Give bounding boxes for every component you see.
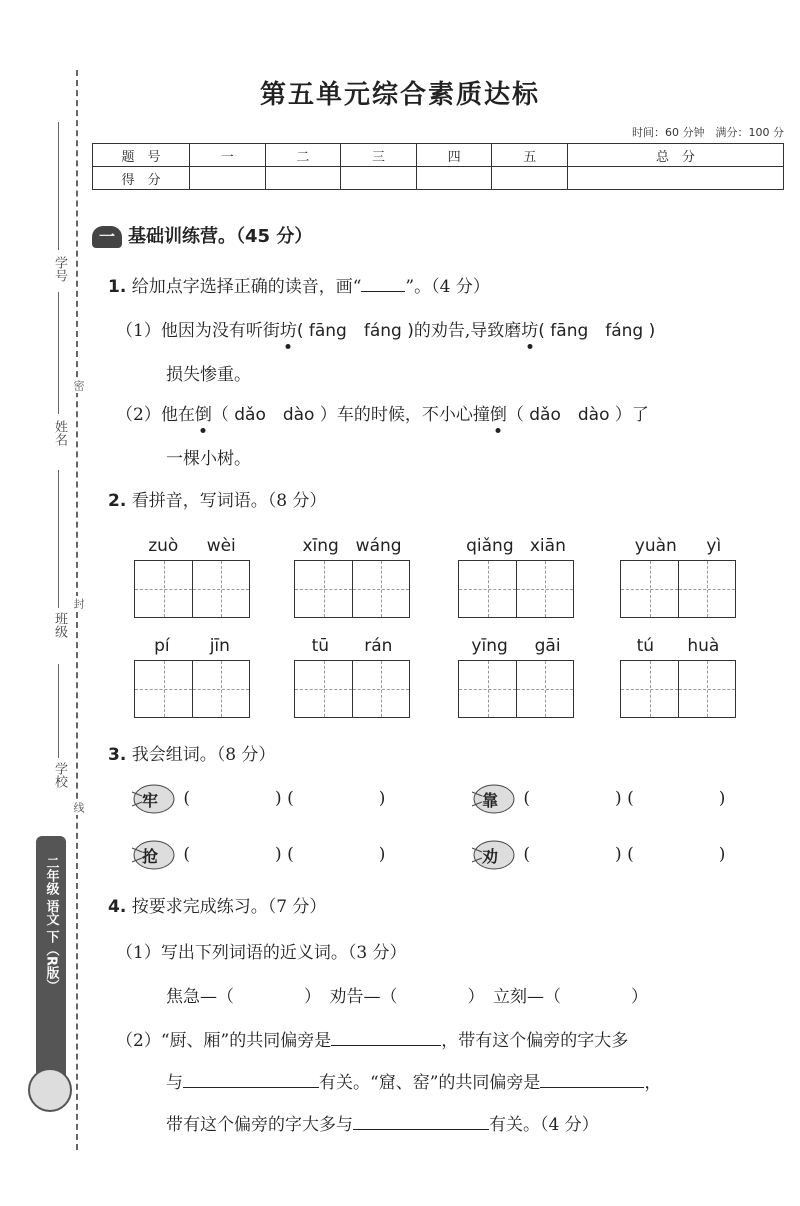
dotted-char: 倒	[489, 405, 507, 425]
pinyin-syllable: wèi	[206, 536, 236, 556]
question-text: 按要求完成练习。（7 分）	[131, 897, 327, 917]
class-line[interactable]	[58, 470, 59, 608]
question-4-sub-2	[116, 1026, 628, 1051]
leaf-icon	[128, 838, 178, 872]
question-text: 我会组词。（8 分）	[131, 745, 276, 765]
sentence-text: ，带有这个偏旁的字大多	[441, 1031, 629, 1051]
sentence-text: 车的时候，不小心撞	[336, 405, 490, 425]
pinyin-syllable: tú	[636, 636, 655, 656]
sentence-text: （2）“厨、厢”的共同偏旁是	[116, 1031, 332, 1051]
question-text-end: ”。（4 分）	[405, 277, 490, 297]
score-cell: 题 号	[93, 144, 190, 167]
writing-grid[interactable]	[294, 560, 410, 618]
sentence-text: 了	[631, 405, 649, 425]
pinyin-syllable: rán	[364, 636, 393, 656]
synonym-prompt: ） 劝告—（	[304, 987, 398, 1007]
student-id-line[interactable]	[58, 122, 59, 250]
pinyin-label	[620, 636, 736, 656]
answer-blank[interactable]	[331, 1045, 441, 1046]
sentence-text: 的劝告,导致磨	[413, 321, 522, 341]
question-1-sub-2	[116, 400, 649, 425]
pinyin-choice[interactable]: （ dǎo dào ）	[506, 405, 632, 425]
page-title: 第五单元综合素质达标	[259, 80, 540, 110]
pinyin-syllable: yì	[706, 536, 722, 556]
sub-number: （1）	[116, 321, 161, 341]
writing-grid[interactable]	[620, 560, 736, 618]
pinyin-label	[134, 636, 250, 656]
question-number: 3.	[108, 745, 127, 765]
writing-grid[interactable]	[458, 660, 574, 718]
sentence-text: 带有这个偏旁的字大多与	[166, 1115, 353, 1135]
dotted-char: 倒	[194, 405, 212, 425]
name-line[interactable]	[58, 292, 59, 414]
section-title: 基础训练营。（45 分）	[128, 226, 313, 247]
question-2	[108, 486, 326, 511]
answer-paren[interactable]: ( )	[627, 844, 726, 865]
answer-paren[interactable]: ( )	[287, 844, 386, 865]
question-1-sub-1	[116, 316, 655, 341]
score-input-total[interactable]	[568, 167, 784, 190]
sentence-text: ，	[644, 1073, 662, 1093]
pinyin-syllable: yuàn	[634, 536, 677, 556]
school-label: 学校	[52, 762, 67, 788]
score-input-3[interactable]	[341, 167, 417, 190]
name-label: 姓名	[52, 420, 67, 446]
question-4	[108, 892, 326, 917]
pinyin-syllable: yīng	[471, 636, 508, 656]
writing-grid[interactable]	[458, 560, 574, 618]
dotted-char: 坊	[521, 321, 539, 341]
pinyin-syllable: xīng	[302, 536, 339, 556]
score-cell: 二	[265, 144, 341, 167]
answer-paren[interactable]: ( )	[523, 788, 622, 809]
writing-grid[interactable]	[134, 560, 250, 618]
question-1-sub-2-cont: 一棵小树。	[166, 449, 251, 469]
leaf-icon	[128, 782, 178, 816]
sentence-text: 有关。（4 分）	[489, 1115, 599, 1135]
answer-paren[interactable]: ( )	[183, 844, 282, 865]
pinyin-syllable: pí	[154, 636, 170, 656]
synonym-prompt: ） 立刻—（	[467, 987, 561, 1007]
score-table-score-row	[93, 167, 784, 190]
score-input-1[interactable]	[190, 167, 266, 190]
score-input-5[interactable]	[492, 167, 568, 190]
score-cell: 三	[341, 144, 417, 167]
char-label: 靠	[482, 791, 499, 810]
sub-number: （2）	[116, 405, 161, 425]
cut-label-2: 封	[72, 598, 85, 609]
class-label: 班级	[52, 612, 67, 638]
sentence-text: 与	[166, 1073, 183, 1093]
answer-paren[interactable]: ( )	[287, 788, 386, 809]
sentence-text: 有关。“窟、窑”的共同偏旁是	[319, 1073, 541, 1093]
question-3	[108, 740, 275, 765]
pinyin-choice[interactable]: ( fāng fáng )	[296, 321, 414, 341]
char-label: 牢	[142, 791, 159, 810]
question-4-sub-1: （1）写出下列词语的近义词。（3 分）	[116, 943, 407, 963]
score-cell: 一	[190, 144, 266, 167]
score-input-4[interactable]	[416, 167, 492, 190]
answer-paren[interactable]: ( )	[627, 788, 726, 809]
synonym-prompt: 焦急—（	[166, 987, 234, 1007]
writing-grid[interactable]	[294, 660, 410, 718]
score-cell: 总 分	[568, 144, 784, 167]
school-line[interactable]	[58, 664, 59, 758]
synonym-prompt: ）	[631, 987, 648, 1007]
pinyin-label	[294, 636, 410, 656]
char-label: 抢	[142, 847, 159, 866]
pinyin-syllable: gāi	[534, 636, 561, 656]
pinyin-label	[134, 536, 250, 556]
pinyin-syllable: qiǎng	[466, 536, 514, 556]
question-4-sub-2-cont	[166, 1068, 661, 1093]
score-cell: 五	[492, 144, 568, 167]
sentence-text: 他因为没有听街	[160, 321, 280, 341]
pinyin-syllable: jīn	[209, 636, 230, 656]
question-1	[108, 272, 490, 297]
sentence-text: 他在	[160, 405, 195, 425]
pinyin-syllable: xiān	[529, 536, 566, 556]
score-table	[92, 143, 784, 190]
word-group-row	[468, 782, 725, 816]
score-table-header-row	[93, 144, 784, 167]
char-label: 劝	[482, 847, 499, 866]
pinyin-label	[294, 536, 410, 556]
pinyin-choice[interactable]: ( fāng fáng )	[538, 321, 656, 341]
student-id-label: 学号	[52, 256, 67, 282]
answer-blank[interactable]	[361, 291, 405, 292]
question-4-sub-2-cont2	[166, 1110, 599, 1135]
question-1-sub-1-cont: 损失惨重。	[166, 365, 251, 385]
answer-blank[interactable]	[353, 1129, 489, 1130]
section-heading	[92, 222, 312, 248]
pinyin-choice[interactable]: （ dǎo dào ）	[211, 405, 337, 425]
answer-blank[interactable]	[540, 1087, 644, 1088]
pinyin-label	[458, 536, 574, 556]
writing-grid[interactable]	[134, 660, 250, 718]
cut-label-3: 线	[72, 802, 85, 813]
answer-blank[interactable]	[183, 1087, 319, 1088]
question-text: 看拼音，写词语。（8 分）	[131, 491, 327, 511]
answer-paren[interactable]: ( )	[183, 788, 282, 809]
time-score-info: 时间：60 分钟 满分：100 分	[632, 126, 784, 139]
cut-label-1: 密	[72, 380, 85, 391]
word-group-row	[128, 782, 385, 816]
answer-paren[interactable]: ( )	[523, 844, 622, 865]
dotted-char: 坊	[279, 321, 297, 341]
pinyin-syllable: tū	[311, 636, 330, 656]
book-tag-text: 二年级 语文 下（R版）	[43, 856, 59, 993]
mascot-icon	[28, 1068, 72, 1112]
leaf-icon	[468, 782, 518, 816]
pinyin-syllable: zuò	[148, 536, 179, 556]
writing-grid[interactable]	[620, 660, 736, 718]
mushroom-icon: 一	[92, 226, 122, 248]
question-number: 1.	[108, 277, 127, 297]
score-input-2[interactable]	[265, 167, 341, 190]
leaf-icon	[468, 838, 518, 872]
question-number: 2.	[108, 491, 127, 511]
score-cell: 四	[416, 144, 492, 167]
synonym-row	[166, 982, 648, 1007]
question-text: 给加点字选择正确的读音，画“	[131, 277, 362, 297]
question-number: 4.	[108, 897, 127, 917]
pinyin-label	[620, 536, 736, 556]
book-tag	[36, 836, 66, 1106]
pinyin-syllable: huà	[687, 636, 720, 656]
pinyin-label	[458, 636, 574, 656]
word-group-row	[468, 838, 725, 872]
score-cell: 得 分	[93, 167, 190, 190]
pinyin-syllable: wáng	[355, 536, 402, 556]
word-group-row	[128, 838, 385, 872]
